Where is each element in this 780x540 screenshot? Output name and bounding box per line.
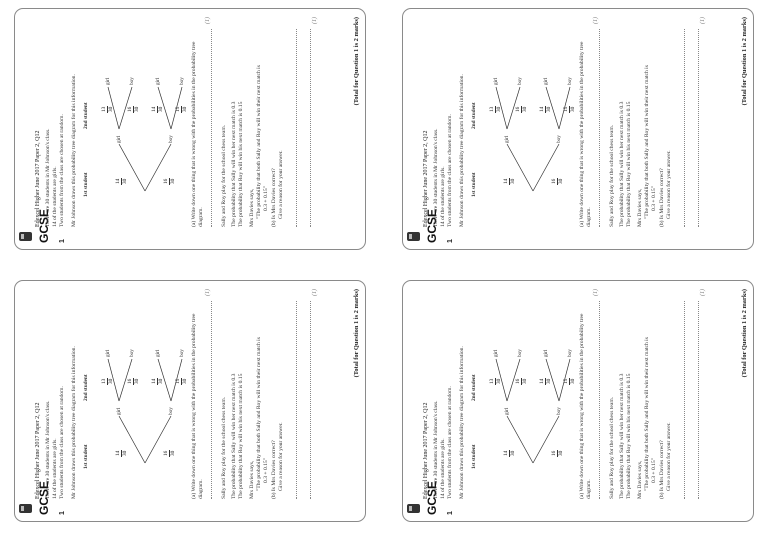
intro-line: Two students from the class are chosen at random. [447, 114, 453, 227]
part-a-marks: (1) [593, 17, 599, 24]
probability-statement: The probability that Sally will win her next match is 0.3 [619, 373, 625, 499]
part-b-reason: Give a reason for your answer. [278, 150, 284, 219]
part-a-question: (a) Write down one thing that is wrong with the probabilities in the probability tree diagram. [191, 313, 204, 499]
question-source: Edexcel Higher June 2017 Paper 2, Q12 [35, 130, 41, 227]
part-a-question: (a) Write down one thing that is wrong with the probabilities in the probability tree diagram. [191, 41, 204, 227]
gcse-brand: GCSE [425, 208, 439, 243]
part-b-reason: Give a reason for your answer. [278, 422, 284, 491]
question-total-marks: (Total for Question 1 is 2 marks) [353, 289, 360, 378]
part-b-question: (b) Is Mrs Davies correct? [271, 168, 277, 227]
intro-line: Two students from the class are chosen at random. [59, 114, 65, 227]
fraction-first-boy: 16 30 [163, 450, 176, 456]
fraction-girl-boy: 16 30 [127, 106, 140, 112]
calculator-icon [407, 232, 420, 241]
fraction-first-girl: 14 30 [115, 178, 128, 184]
fraction-first-boy: 16 30 [163, 178, 176, 184]
calculator-icon [19, 504, 32, 513]
answer-line [599, 29, 600, 227]
question-number: 1 [59, 239, 66, 243]
quote-line: "The probability that both Sally and Roy will win their next match is [644, 65, 650, 219]
branch-label-boy: boy [567, 349, 573, 357]
question-card [14, 280, 366, 522]
first-student-label: 1st student [83, 444, 89, 469]
answer-line [684, 29, 685, 227]
fraction-boy-girl: 14 30 [539, 106, 552, 112]
answer-line [310, 29, 311, 227]
gcse-brand: GCSE [425, 480, 439, 515]
part-b-marks: (1) [700, 289, 706, 296]
fraction-girl-girl: 13 30 [489, 106, 502, 112]
branch-label-girl: girl [155, 349, 161, 357]
answer-line [684, 301, 685, 499]
branch-label-boy: boy [517, 77, 523, 85]
tree-caption: Mr Johnson draws this probability tree diagram for this information. [459, 74, 465, 227]
second-student-label: 2nd student [83, 374, 89, 401]
part-a-marks: (1) [205, 289, 211, 296]
answer-line [310, 301, 311, 499]
mrs-davies-says: Mrs Davies says, [637, 188, 643, 227]
intro-line: There are 30 students in Mr Johnson's class. [45, 128, 51, 227]
quote-line: "The probability that both Sally and Roy will win their next match is [256, 65, 262, 219]
fraction-boy-girl: 14 30 [151, 378, 164, 384]
probability-statement: The probability that Sally will win her next match is 0.3 [231, 373, 237, 499]
intro-line: There are 30 students in Mr Johnson's class. [433, 400, 439, 499]
question-content [403, 9, 753, 249]
branch-label-girl: girl [105, 349, 111, 357]
intro-line: There are 30 students in Mr Johnson's class. [433, 128, 439, 227]
branch-label-girl: girl [116, 407, 122, 415]
question-card [14, 8, 366, 250]
intro-line: 14 of the students are girls. [440, 438, 446, 499]
fraction-first-girl: 14 30 [115, 450, 128, 456]
tree-caption: Mr Johnson draws this probability tree diagram for this information. [459, 346, 465, 499]
quote-line: "The probability that both Sally and Roy will win their next match is [644, 337, 650, 491]
question-content [15, 281, 365, 521]
branch-label-girl: girl [504, 407, 510, 415]
part-b-marks: (1) [312, 17, 318, 24]
part-b-marks: (1) [700, 17, 706, 24]
branch-label-girl: girl [155, 77, 161, 85]
quote-line: 0.3 + 0.15" [651, 185, 657, 211]
branch-label-boy: boy [567, 77, 573, 85]
question-source: Edexcel Higher June 2017 Paper 2, Q12 [35, 402, 41, 499]
second-student-label: 2nd student [83, 102, 89, 129]
branch-label-girl: girl [543, 77, 549, 85]
probability-statement: The probability that Sally will win her next match is 0.3 [619, 101, 625, 227]
first-student-label: 1st student [471, 172, 477, 197]
calculator-icon [19, 232, 32, 241]
question-total-marks: (Total for Question 1 is 2 marks) [353, 17, 360, 106]
part-a-marks: (1) [205, 17, 211, 24]
fraction-first-girl: 14 30 [503, 450, 516, 456]
question-number: 1 [447, 239, 454, 243]
part-a-question: (a) Write down one thing that is wrong with the probabilities in the probability tree diagram. [579, 313, 592, 499]
part-b-context: Sally and Roy play for the school chess team. [221, 396, 227, 499]
probability-statement: The probability that Roy will win his next match is 0.15 [626, 101, 632, 227]
intro-line: 14 of the students are girls. [52, 166, 58, 227]
answer-line [211, 301, 212, 499]
quote-line: 0.3 + 0.15" [263, 457, 269, 483]
tree-caption: Mr Johnson draws this probability tree diagram for this information. [71, 74, 77, 227]
part-b-reason: Give a reason for your answer. [666, 422, 672, 491]
intro-line: 14 of the students are girls. [52, 438, 58, 499]
part-b-context: Sally and Roy play for the school chess team. [609, 396, 615, 499]
branch-label-boy: boy [179, 349, 185, 357]
question-source: Edexcel Higher June 2017 Paper 2, Q12 [423, 402, 429, 499]
fraction-boy-boy: 15 30 [175, 378, 188, 384]
fraction-girl-girl: 13 30 [101, 378, 114, 384]
fraction-girl-boy: 16 30 [127, 378, 140, 384]
branch-label-boy: boy [556, 407, 562, 415]
question-source: Edexcel Higher June 2017 Paper 2, Q12 [423, 130, 429, 227]
fraction-boy-boy: 15 30 [563, 378, 576, 384]
answer-line [698, 29, 699, 227]
part-b-question: (b) Is Mrs Davies correct? [659, 440, 665, 499]
question-content [15, 9, 365, 249]
probability-statement: The probability that Roy will win his next match is 0.15 [626, 373, 632, 499]
branch-label-boy: boy [168, 407, 174, 415]
gcse-brand: GCSE [37, 208, 51, 243]
mrs-davies-says: Mrs Davies says, [249, 188, 255, 227]
fraction-boy-girl: 14 30 [151, 106, 164, 112]
probability-statement: The probability that Sally will win her next match is 0.3 [231, 101, 237, 227]
branch-label-girl: girl [105, 77, 111, 85]
part-a-marks: (1) [593, 289, 599, 296]
fraction-boy-girl: 14 30 [539, 378, 552, 384]
intro-line: There are 30 students in Mr Johnson's class. [45, 400, 51, 499]
answer-line [296, 29, 297, 227]
probability-statement: The probability that Roy will win his next match is 0.15 [238, 373, 244, 499]
question-total-marks: (Total for Question 1 is 2 marks) [741, 17, 748, 106]
fraction-girl-boy: 16 30 [515, 378, 528, 384]
branch-label-boy: boy [129, 349, 135, 357]
part-b-question: (b) Is Mrs Davies correct? [659, 168, 665, 227]
branch-label-girl: girl [116, 135, 122, 143]
part-b-marks: (1) [312, 289, 318, 296]
part-a-question: (a) Write down one thing that is wrong with the probabilities in the probability tree diagram. [579, 41, 592, 227]
branch-label-girl: girl [543, 349, 549, 357]
branch-label-boy: boy [517, 349, 523, 357]
question-total-marks: (Total for Question 1 is 2 marks) [741, 289, 748, 378]
intro-line: Two students from the class are chosen at random. [447, 386, 453, 499]
mrs-davies-says: Mrs Davies says, [637, 460, 643, 499]
part-b-context: Sally and Roy play for the school chess team. [221, 124, 227, 227]
question-content [403, 281, 753, 521]
second-student-label: 2nd student [471, 374, 477, 401]
branch-label-boy: boy [179, 77, 185, 85]
gcse-brand: GCSE [37, 480, 51, 515]
answer-line [296, 301, 297, 499]
fraction-boy-boy: 15 30 [175, 106, 188, 112]
part-b-question: (b) Is Mrs Davies correct? [271, 440, 277, 499]
fraction-girl-boy: 16 30 [515, 106, 528, 112]
first-student-label: 1st student [471, 444, 477, 469]
mrs-davies-says: Mrs Davies says, [249, 460, 255, 499]
fraction-girl-girl: 13 30 [101, 106, 114, 112]
probability-statement: The probability that Roy will win his next match is 0.15 [238, 101, 244, 227]
branch-label-boy: boy [168, 135, 174, 143]
branch-label-boy: boy [129, 77, 135, 85]
second-student-label: 2nd student [471, 102, 477, 129]
quote-line: 0.3 + 0.15" [651, 457, 657, 483]
fraction-girl-girl: 13 30 [489, 378, 502, 384]
question-number: 1 [447, 511, 454, 515]
branch-label-girl: girl [504, 135, 510, 143]
answer-line [698, 301, 699, 499]
answer-line [599, 301, 600, 499]
fraction-first-boy: 16 30 [551, 178, 564, 184]
branch-label-girl: girl [493, 349, 499, 357]
fraction-first-girl: 14 30 [503, 178, 516, 184]
quote-line: 0.3 + 0.15" [263, 185, 269, 211]
intro-line: 14 of the students are girls. [440, 166, 446, 227]
first-student-label: 1st student [83, 172, 89, 197]
fraction-first-boy: 16 30 [551, 450, 564, 456]
part-b-reason: Give a reason for your answer. [666, 150, 672, 219]
part-b-context: Sally and Roy play for the school chess team. [609, 124, 615, 227]
answer-line [211, 29, 212, 227]
question-card [402, 8, 754, 250]
quote-line: "The probability that both Sally and Roy will win their next match is [256, 337, 262, 491]
tree-caption: Mr Johnson draws this probability tree diagram for this information. [71, 346, 77, 499]
branch-label-boy: boy [556, 135, 562, 143]
question-number: 1 [59, 511, 66, 515]
intro-line: Two students from the class are chosen at random. [59, 386, 65, 499]
question-card [402, 280, 754, 522]
fraction-boy-boy: 15 30 [563, 106, 576, 112]
branch-label-girl: girl [493, 77, 499, 85]
calculator-icon [407, 504, 420, 513]
